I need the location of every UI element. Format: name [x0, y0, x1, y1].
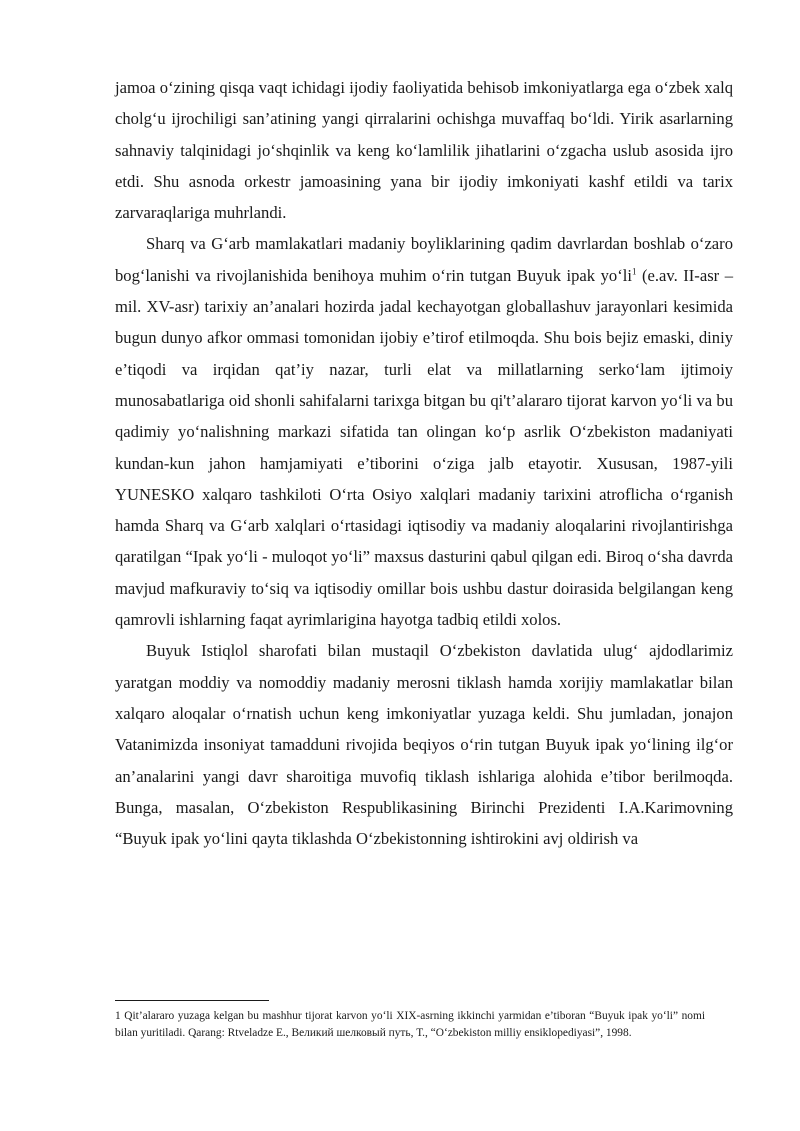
footnote-reference[interactable]: 1: [631, 266, 637, 277]
footnote-number: 1: [115, 1010, 121, 1022]
body-text: [115, 72, 733, 854]
paragraph-2-text-before-note: Sharq va G‘arb mamlakatlari madaniy boyliklarining qadim davrlardan boshlab o‘zaro bog‘lanishi va rivojlanishida benihoya muhim o‘rin tutgan Buyuk ipak yo‘li: [115, 234, 733, 285]
footnote-text: Qit’alararo yuzaga kelgan bu mashhur tijorat karvon yo‘li XIX-asrning ikkinchi yarmidan e’tiboran “Buyuk ipak yo‘li” nomi bilan yuritiladi. Qarang: Rtveladze E., Великий шелковый путь, Т., “O‘zbekiston milliy ensiklopediyasi”, 1998.: [115, 1010, 705, 1039]
footnote-separator: [115, 1000, 269, 1001]
paragraph-2: [115, 228, 733, 635]
footnote: [115, 1008, 705, 1041]
paragraph-1: jamoa o‘zining qisqa vaqt ichidagi ijodiy faoliyatida behisob imkoniyatlarga ega o‘zbek xalq cholg‘u ijrochiligi san’atining yangi qirralarini ochishga muvaffaq bo‘ldi. Yirik asarlarning sahnaviy talqinidagi jo‘shqinlik va keng ko‘lamlilik jihatlarini o‘zgacha uslub asosida ijro etdi. Shu asnoda orkestr jamoasining yana bir ijodiy imkoniyati kashf etildi va tarix zarvaraqlariga muhrlandi.: [115, 78, 733, 223]
paragraph-3: Buyuk Istiqlol sharofati bilan mustaqil O‘zbekiston davlatida ulug‘ ajdodlarimiz yaratgan moddiy va nomoddiy madaniy merosni tiklash hamda xorijiy mamlakatlar bilan xalqaro aloqalar o‘rnatish uchun keng imkoniyatlar yuzaga keldi. Shu jumladan, jonajon Vatanimizda insoniyat tamadduni rivojida beqiyos o‘rin tutgan Buyuk ipak yo‘lining ilg‘or an’analarini yangi davr sharoitiga muvofiq tiklash ishlariga alohida e’tibor berilmoqda. Bunga, masalan, O‘zbekiston Respublikasining Birinchi Prezidenti I.A.Karimovning “Buyuk ipak yo‘lini qayta tiklashda O‘zbekistonning ishtirokini avj oldirish va: [115, 641, 733, 849]
paragraph-2-text-after-note: (e.av. II-asr – mil. XV-asr) tarixiy an’analari hozirda jadal kechayotgan globallashuv jarayonlari kesimida bugun dunyo afkor ommasi tomonidan ijobiy e’tirof etilmoqda. Shu bois bejiz emaski, diniy e’tiqodi va irqidan qat’iy nazar, turli elat va millatlarning serko‘lam ijtimoiy munosabatlariga oid shonli sahifalarni tarixga bitgan bu qi't’alararo tijorat karvon yo‘li va bu qadimiy yo‘nalishning markazi sifatida tan olingan ko‘p asrlik O‘zbekiston madaniyati kundan-kun jahon hamjamiyati e’tiborini o‘ziga jalb etayotir. Xususan, 1987-yili YUNESKO xalqaro tashkiloti O‘rta Osiyo xalqlari madaniy tarixini atroflicha o‘rganish hamda Sharq va G‘arb xalqlari o‘rtasidagi iqtisodiy va madaniy aloqalarini rivojlantirishga qaratilgan “Ipak yo‘li - muloqot yo‘li” maxsus dasturini qabul qilgan edi. Biroq o‘sha davrda mavjud mafkuraviy to‘siq va iqtisodiy omillar bois ushbu dastur doirasida belgilangan keng qamrovli ishlarning faqat ayrimlarigina hayotga tadbiq etildi xolos.: [115, 265, 733, 630]
